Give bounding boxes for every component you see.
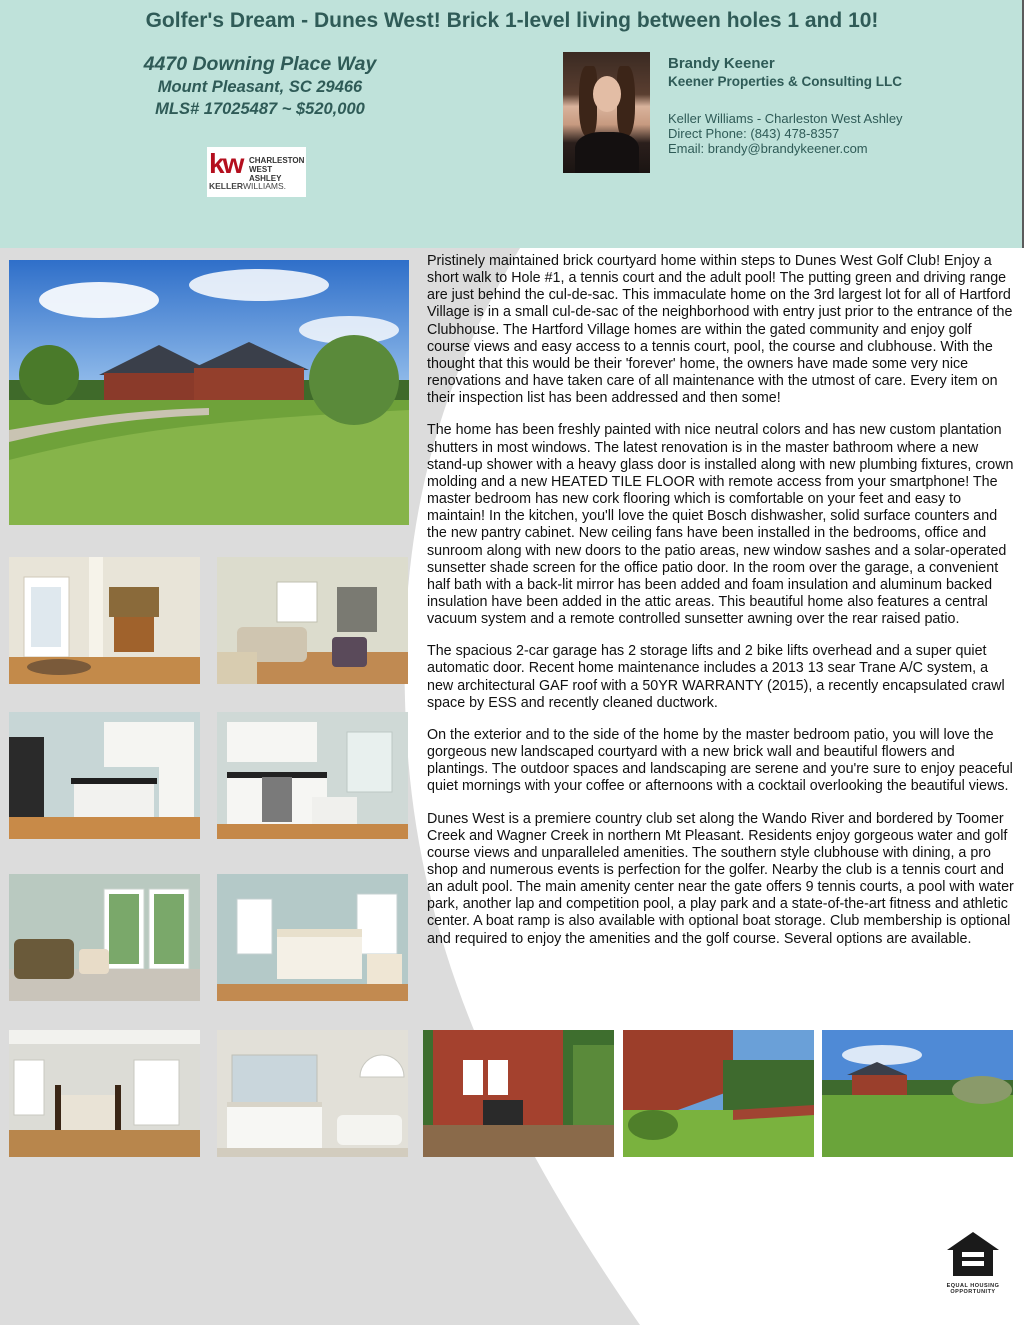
living-room-photo	[217, 557, 408, 684]
brick-patio-photo	[423, 1030, 614, 1157]
kitchen-icon	[9, 712, 200, 839]
guest-bedroom-photo	[217, 874, 408, 1001]
kitchen-2-icon	[217, 712, 408, 839]
sunroom-icon	[9, 874, 200, 1001]
agent-photo	[563, 52, 650, 173]
description-paragraph: Pristinely maintained brick courtyard home within steps to Dunes West Golf Club! Enjoy a short walk to Hole #1, a tennis court and the adult pool! The putting green and driving range are just behind the cul-de-sac. This immaculate home on the 3rd largest lot for all of Hartford Village is in a small cul-de-sac of the neighborhood with entry just prior to the entrance of the Clubhouse. The Hartford Village homes are within the gated community and enjoy golf course views and easy access to a tennis court, pool, the course and clubhouse. With the thought that this would be their 'forever' home, the owners have made some very nice renovations and have taken care of all maintenance with the utmost of care. Every item on their inspection list has been addressed and then some!	[427, 253, 1013, 407]
address-street: 4470 Downing Place Way	[143, 53, 377, 75]
front-exterior-photo	[9, 260, 409, 525]
courtyard-icon	[623, 1030, 814, 1157]
equal-housing-logo	[944, 1230, 1002, 1295]
equal-housing-icon	[945, 1230, 1001, 1278]
guest-bedroom-icon	[217, 874, 408, 1001]
eho-line1: EQUAL HOUSING	[946, 1283, 1000, 1289]
kw-mark: kw	[209, 148, 243, 179]
property-address	[110, 52, 410, 120]
kw-office-line1: CHARLESTON	[249, 156, 305, 165]
master-bedroom-photo	[9, 1030, 200, 1157]
description-paragraph: On the exterior and to the side of the home by the master bedroom patio, you will love the gorgeous new landscaped courtyard with a new brick wall and beautiful flowers and plantings. The outdoor spaces and landscaping are serene and you're sure to enjoy peaceful quiet mornings with your coffee or afternoons with a cocktail overlooking the beautiful views.	[427, 726, 1013, 795]
front-exterior-icon	[9, 260, 409, 525]
agent-office: Keller Williams - Charleston West Ashley	[668, 111, 903, 126]
rear-yard-icon	[822, 1030, 1013, 1157]
address-city: Mount Pleasant, SC 29466	[157, 78, 363, 96]
master-bath-icon	[217, 1030, 408, 1157]
keller-williams-logo	[207, 147, 306, 197]
description-paragraph: The spacious 2-car garage has 2 storage lifts and 2 bike lifts overhead and a super quiet automatic door. Recent home maintenance includes a 2013 13 sear Trane A/C system, a new architectural GAF roof with a 50YR WARRANTY (2015), a recently encapsulated crawl space by ESS and recently cleaned ductwork.	[427, 643, 1005, 711]
description-paragraph: The home has been freshly painted with nice neutral colors and has new custom plantation shutters in most windows. The latest renovation is in the master bathroom where a new stand-up shower with a heavy glass door is installed along with new plumbing fixtures, crown molding and a new HEATED TILE FLOOR with remote access from your smartphone! The master bedroom has new cork flooring which is comfortable on your feet and easy to maintain! In the kitchen, you'll love the quiet Bosch dishwasher, solid surface counters and the new pantry cabinet. New ceiling fans have been installed in the bedrooms, office and sunroom along with new doors to the patio areas, new window sashes and a solar-operated sunsetter shade screen for the office patio door. In the room over the garage, a convenient half bath with a back-lit mirror has been added and foam insulation and aluminum backed insulation have been added in the attic areas. This beautiful home also features a central vacuum system and a remote controlled sunsetter awning over the rear raised patio.	[427, 422, 1014, 628]
description-paragraph: Dunes West is a premiere country club set along the Wando River and bordered by Toomer Creek and Wagner Creek in northern Mt Pleasant. Residents enjoy gorgeous water and golf course views and unparalleled amenities. The southern style clubhouse with dining, a pro shop and numerous events is perfection for the golfer. Nearby the club is a tennis court and an adult pool. The main amenity center near the gate offers 9 tennis courts, a pool with water park, another lap and competition pool, a play park and a state-of-the-art fitness and athletic center. A boat ramp is also available with optional boat storage. Club membership is optional and required to enjoy the amenities and the golf course. Several options are available.	[427, 810, 1014, 947]
eho-line2: OPPORTUNITY	[950, 1289, 996, 1295]
agent-company: Keener Properties & Consulting LLC	[668, 74, 903, 89]
kw-office-label	[249, 156, 306, 183]
agent-phone: Direct Phone: (843) 478-8357	[668, 126, 840, 141]
rear-yard-photo	[822, 1030, 1013, 1157]
sunroom-photo	[9, 874, 200, 1001]
living-room-icon	[217, 557, 408, 684]
kitchen-photo	[9, 712, 200, 839]
header-banner	[0, 0, 1024, 248]
mls-price: MLS# 17025487 ~ $520,000	[155, 100, 365, 118]
kw-wordmark-b: WILLIAMS.	[243, 181, 286, 191]
kw-office-line2: WEST ASHLEY	[249, 165, 282, 183]
kitchen-2-photo	[217, 712, 408, 839]
listing-headline: Golfer's Dream - Dunes West! Brick 1-level living between holes 1 and 10!	[145, 9, 879, 32]
agent-email: Email: brandy@brandykeener.com	[668, 141, 868, 156]
kw-wordmark-a: KELLER	[209, 181, 243, 191]
kw-wordmark	[209, 181, 286, 191]
master-bath-photo	[217, 1030, 408, 1157]
foyer-dining-photo	[9, 557, 200, 684]
listing-description	[427, 253, 1015, 963]
brick-patio-icon	[423, 1030, 614, 1157]
agent-name: Brandy Keener	[668, 55, 775, 72]
courtyard-photo	[623, 1030, 814, 1157]
foyer-dining-icon	[9, 557, 200, 684]
master-bedroom-icon	[9, 1030, 200, 1157]
